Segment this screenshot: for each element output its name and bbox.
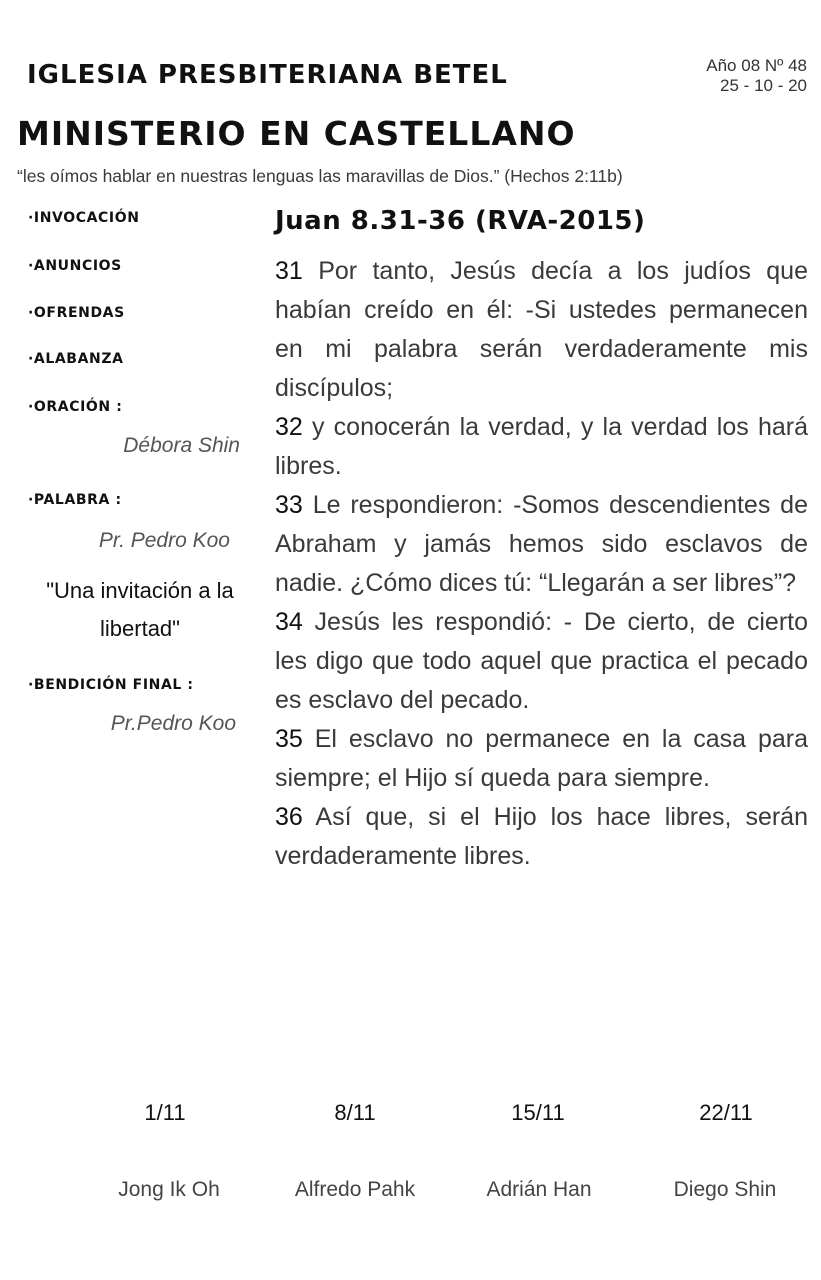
bendicion-person: Pr.Pedro Koo xyxy=(110,712,236,735)
issue-info xyxy=(706,56,807,96)
schedule-name: Alfredo Pahk xyxy=(294,1178,416,1201)
verse-number: 31 xyxy=(275,257,303,285)
verse-number: 36 xyxy=(275,803,303,831)
verse-text: Así que, si el Hijo los hace libres, serán verdaderamente libres. xyxy=(275,803,808,870)
verse-34 xyxy=(275,603,808,720)
schedule-name: Adrián Han xyxy=(486,1178,592,1201)
passage-text xyxy=(275,252,808,876)
verse-36 xyxy=(275,798,808,876)
issue-date: 25 - 10 - 20 xyxy=(720,76,807,95)
sermon-title-line2: libertad" xyxy=(100,616,180,641)
schedule-name: Diego Shin xyxy=(673,1178,777,1201)
schedule-date: 22/11 xyxy=(699,1100,753,1125)
verse-number: 34 xyxy=(275,608,303,636)
order-oracion: ·ORACIÓN : xyxy=(28,399,123,415)
verse-number: 33 xyxy=(275,491,303,519)
order-invocacion: ·INVOCACIÓN xyxy=(28,210,140,226)
oracion-person: Débora Shin xyxy=(123,434,240,457)
sermon-title xyxy=(24,572,256,648)
verse-31 xyxy=(275,252,808,408)
verse-35 xyxy=(275,720,808,798)
sermon-title-line1: "Una invitación a la xyxy=(46,578,234,603)
verse-text: Le respondieron: -Somos descendientes de Abraham y jamás hemos sido esclavos de nadie. ¿Cómo dices tú: “Llegarán a ser libres”? xyxy=(275,491,808,597)
verse-32 xyxy=(275,408,808,486)
order-anuncios: ·ANUNCIOS xyxy=(28,258,122,274)
epigraph: “les oímos hablar en nuestras lenguas las maravillas de Dios.” (Hechos 2:11b) xyxy=(17,166,623,186)
verse-text: Jesús les respondió: - De cierto, de cierto les digo que todo aquel que practica el pecado es esclavo del pecado. xyxy=(275,608,808,714)
palabra-person: Pr. Pedro Koo xyxy=(98,529,230,552)
verse-text: Por tanto, Jesús decía a los judíos que habían creído en él: -Si ustedes permanecen en mi palabra serán verdaderamente mis discípulos; xyxy=(275,257,808,402)
verse-number: 35 xyxy=(275,725,303,753)
issue-number: Año 08 Nº 48 xyxy=(706,56,807,75)
schedule-name: Jong Ik Oh xyxy=(118,1178,220,1201)
ministry-title: MINISTERIO EN CASTELLANO xyxy=(17,114,576,153)
order-ofrendas: ·OFRENDAS xyxy=(28,305,125,321)
schedule-date: 15/11 xyxy=(511,1100,565,1125)
verse-text: El esclavo no permanece en la casa para siempre; el Hijo sí queda para siempre. xyxy=(275,725,808,792)
schedule-date: 1/11 xyxy=(144,1100,186,1125)
church-name: IGLESIA PRESBITERIANA BETEL xyxy=(27,60,508,90)
verse-number: 32 xyxy=(275,413,303,441)
verse-text: y conocerán la verdad, y la verdad los hará libres. xyxy=(275,413,808,480)
verse-33 xyxy=(275,486,808,603)
order-bendicion: ·BENDICIÓN FINAL : xyxy=(28,677,194,693)
schedule-date: 8/11 xyxy=(334,1100,376,1125)
order-alabanza: ·ALABANZA xyxy=(28,351,124,367)
passage-title: Juan 8.31-36 (RVA-2015) xyxy=(275,206,646,236)
order-palabra: ·PALABRA : xyxy=(28,492,122,508)
